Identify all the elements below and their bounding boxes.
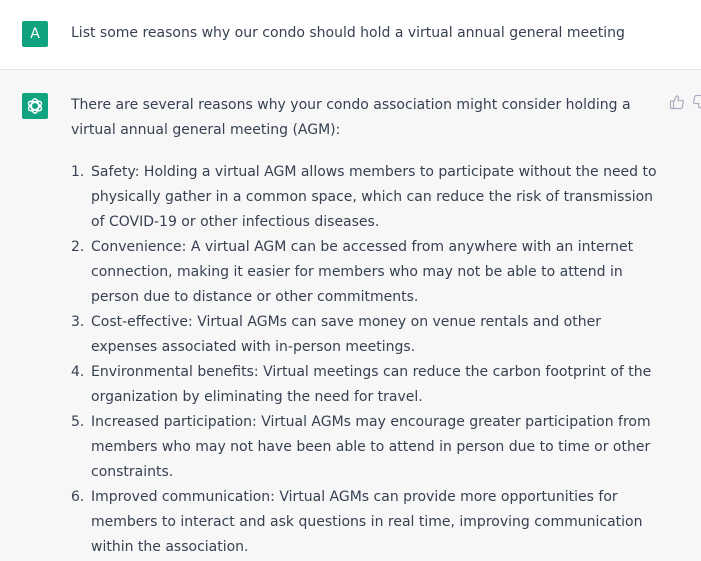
thumbs-down-icon[interactable]: [692, 94, 701, 110]
list-item-text: Increased participation: Virtual AGMs may encourage greater participation from members who may not have been able to attend in person due to time or other constraints.: [91, 414, 651, 480]
list-item: [71, 485, 661, 560]
assistant-message-row: [0, 70, 701, 561]
reasons-list: [71, 160, 661, 560]
answer-intro: There are several reasons why your condo association might consider holding a virtual annual general meeting (AGM):: [71, 97, 631, 138]
list-item-number: 3.: [71, 314, 85, 330]
list-item: [71, 310, 661, 360]
list-item-number: 5.: [71, 414, 85, 430]
list-item: [71, 235, 661, 310]
list-item: [71, 410, 661, 485]
list-item-number: 6.: [71, 489, 85, 505]
assistant-message-content: [71, 93, 661, 560]
list-item-text: Improved communication: Virtual AGMs can provide more opportunities for members to interact and ask questions in real time, improving communication within the association.: [91, 489, 643, 555]
list-item-number: 2.: [71, 239, 85, 255]
list-item-text: Safety: Holding a virtual AGM allows members to participate without the need to physically gather in a common space, which can reduce the risk of transmission of COVID-19 or other infectious diseases.: [91, 164, 657, 230]
list-item-text: Environmental benefits: Virtual meetings can reduce the carbon footprint of the organization by eliminating the need for travel.: [91, 364, 652, 405]
list-item-text: Cost-effective: Virtual AGMs can save money on venue rentals and other expenses associated with in-person meetings.: [91, 314, 601, 355]
openai-logo-icon: [25, 96, 45, 116]
list-item-number: 4.: [71, 364, 85, 380]
list-item: [71, 360, 661, 410]
assistant-avatar: [22, 93, 48, 119]
list-item-text: Convenience: A virtual AGM can be accessed from anywhere with an internet connection, making it easier for members who may not be able to attend in person due to distance or other commitments.: [91, 239, 634, 305]
thumbs-up-icon[interactable]: [669, 94, 685, 110]
user-avatar: A: [22, 21, 48, 47]
user-message-text: List some reasons why our condo should hold a virtual annual general meeting: [71, 25, 625, 41]
list-item: [71, 160, 661, 235]
list-item-number: 1.: [71, 164, 85, 180]
user-message-row: [0, 0, 701, 70]
